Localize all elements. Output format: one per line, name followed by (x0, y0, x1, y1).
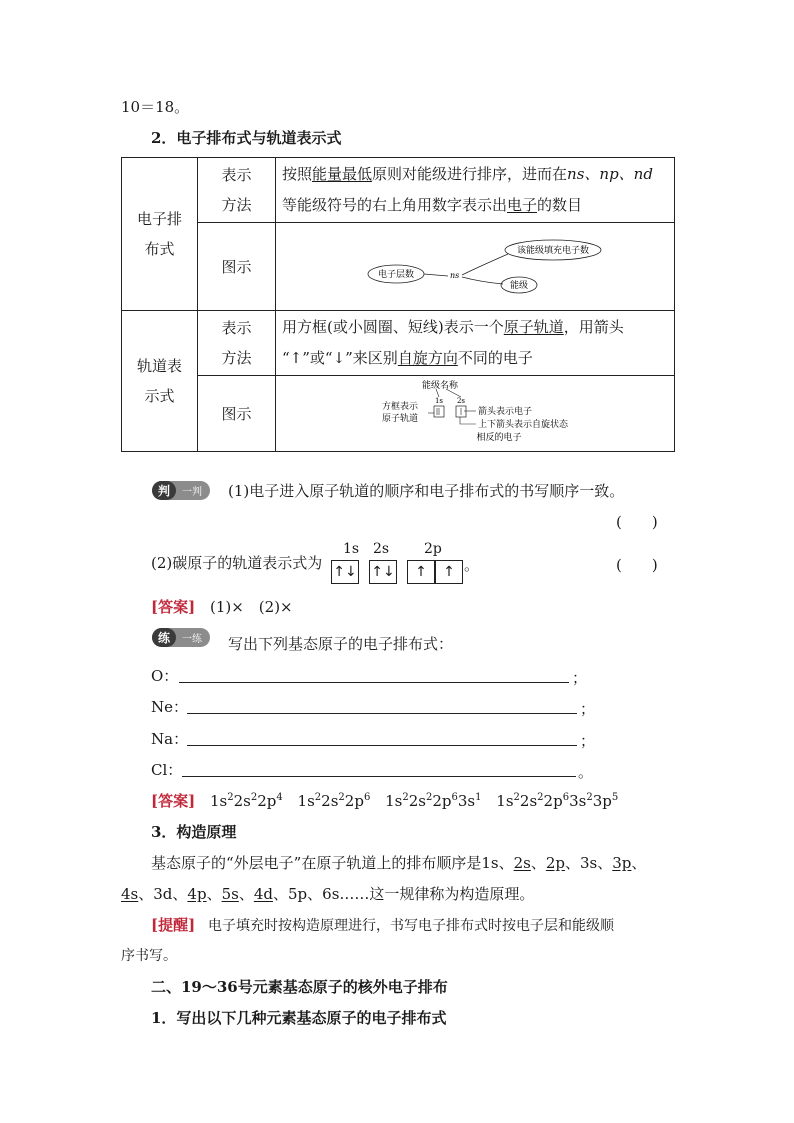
table-desc-cell (276, 311, 675, 376)
label-2s: 2s (456, 396, 466, 405)
sub-label: 图示 (221, 404, 252, 423)
label-layer: 电子层数 (377, 269, 415, 280)
practice-prompt: 写出下列基态原子的电子排布式： (228, 635, 454, 653)
orbital-arrows: ↑↓ (333, 564, 357, 580)
sub-label: 方法 (221, 349, 252, 367)
category-label: 轨道表 (136, 357, 182, 375)
orbital-arrows: ↑ (443, 564, 455, 580)
answer-label: [答案] (151, 792, 196, 810)
tip-label: [提醒] (151, 916, 196, 934)
para-text: 、 (631, 854, 647, 872)
blank-line[interactable] (187, 745, 577, 746)
blank-end: ； (580, 732, 596, 750)
table-sub-cell (198, 376, 276, 452)
orbital-box-2p-2 (435, 560, 463, 584)
table-sub-cell (198, 223, 276, 311)
answer-config: $1s^22s^22p^63s^1$ (385, 792, 482, 810)
practice-badge (152, 628, 210, 647)
table-desc-cell (276, 158, 675, 223)
text-line: 10＝18。 (121, 98, 190, 116)
para-text: 基态原子的“外层电子”在原子轨道上的排布顺序是1s、 (151, 854, 514, 872)
label-opposite: 相反的电子 (476, 432, 522, 443)
label-sublevel: 能级 (509, 280, 529, 291)
table-sub-cell (198, 311, 276, 376)
blank-end: ； (572, 669, 588, 687)
table-category-cell (122, 311, 198, 452)
category-label: 电子排 (136, 210, 182, 228)
question-2: (2)碳原子的轨道表示式为 (151, 554, 323, 572)
answer-config: $1s^22s^22p^6$ (297, 792, 371, 810)
badge-char: 判 (152, 481, 176, 500)
underlined-term: 4p (187, 885, 207, 903)
underlined-term: 4d (253, 885, 273, 903)
electron-config-figure (276, 223, 675, 311)
blank-end: 。 (578, 763, 594, 781)
judge-badge (152, 481, 210, 500)
table-sub-cell (198, 158, 276, 223)
para-text: 、 (238, 885, 254, 903)
blank-line[interactable] (179, 682, 569, 683)
para-text: 、3s、 (565, 854, 613, 872)
part-title: 二、19～36号元素基态原子的核外电子排布 (151, 978, 448, 996)
sub-label: 表示 (221, 166, 252, 184)
answer-label: [答案] (151, 598, 196, 616)
desc-text: ，用箭头 (563, 318, 624, 336)
desc-underlined: 能量最低 (312, 165, 373, 183)
desc-text: 的数目 (537, 196, 583, 214)
desc-text: 按照 (282, 165, 313, 183)
config-diagram-svg (276, 224, 674, 310)
label-box-desc: 原子轨道 (381, 413, 419, 424)
orbital-diagram-figure (276, 376, 675, 452)
answer-text: (1)× (2)× (209, 598, 293, 616)
practice-answer-row (151, 791, 618, 811)
tip-text: 序书写。 (121, 948, 177, 964)
question-1: (1)电子进入原子轨道的顺序和电子排布式的书写顺序一致。 (228, 482, 625, 500)
desc-text: 原则对能级进行排序，进而在 (372, 165, 568, 183)
sub-label: 图示 (221, 257, 252, 276)
blank-label: Ne： (151, 698, 189, 716)
label-level-name: 能级名称 (421, 380, 459, 391)
section-title: 3．构造原理 (151, 823, 237, 841)
label-box-desc: 方框表示 (381, 401, 419, 412)
orbital-arrows: ↑↓ (371, 564, 395, 580)
section-title: 2．电子排布式与轨道表示式 (151, 129, 342, 147)
label-electrons: 该能级填充电子数 (516, 245, 590, 256)
orbital-box-1s (331, 560, 359, 584)
orbital-label-2s: 2s (373, 541, 390, 557)
desc-underlined: 电子 (507, 196, 538, 214)
desc-underlined: 自旋方向 (397, 349, 458, 367)
underlined-term: 2s (513, 854, 531, 872)
label-1s: 1s (434, 396, 444, 405)
label-ns: ns (450, 270, 460, 280)
tip-text: 电子填充时按构造原理进行，书写电子排布式时按电子层和能级顺 (207, 918, 614, 934)
underlined-term: 5s (221, 885, 239, 903)
orbital-arrows: ↑ (415, 564, 427, 580)
comparison-table (121, 157, 675, 452)
underlined-term: 4s (121, 885, 139, 903)
answer-config: $1s^22s^22p^63s^23p^5$ (496, 792, 619, 810)
tip-line (151, 915, 614, 936)
orbital-box-2p-1 (407, 560, 435, 584)
category-label: 示式 (144, 387, 175, 405)
para-text: 、 (206, 885, 222, 903)
blank-line[interactable] (182, 776, 576, 777)
desc-text: 不同的电子 (457, 349, 533, 367)
desc-text: 等能级符号的右上角用数字表示出 (282, 196, 508, 214)
table-category-cell (122, 158, 198, 311)
para-text: 、3d、 (138, 885, 188, 903)
desc-text: 用方框(或小圆圈、短线)表示一个 (282, 318, 504, 336)
subsection-title: 1．写出以下几种元素基态原子的电子排布式 (151, 1009, 447, 1027)
label-arrow-electron: 箭头表示电子 (478, 406, 533, 417)
blank-end: ； (580, 700, 596, 718)
answer-paren: ( ) (616, 513, 658, 531)
paragraph-line (151, 853, 646, 873)
category-label: 布式 (144, 240, 175, 258)
desc-italic: ns、np、nd (567, 165, 653, 183)
blank-label: Na： (151, 730, 189, 748)
para-text: 、5p、6s……这一规律称为构造原理。 (273, 885, 535, 903)
blank-label: Cl： (151, 761, 183, 779)
badge-text: 一判 (182, 487, 202, 498)
sub-label: 表示 (221, 319, 252, 337)
underlined-term: 3p (612, 854, 632, 872)
blank-label: O： (151, 667, 179, 685)
sub-label: 方法 (221, 196, 252, 214)
answer-row (151, 597, 293, 617)
paragraph-line (121, 884, 534, 904)
underlined-term: 2p (545, 854, 566, 872)
para-text: 、 (530, 854, 546, 872)
answer-paren: ( ) (616, 556, 658, 574)
desc-underlined: 原子轨道 (503, 318, 564, 336)
orbital-diagram-svg (276, 377, 674, 451)
orbital-box-2s (369, 560, 397, 584)
label-spin: 上下箭头表示自旋状态 (478, 419, 569, 430)
badge-text: 一练 (182, 634, 202, 645)
badge-char: 练 (152, 628, 176, 647)
desc-text: “↑”或“↓”来区别 (282, 349, 398, 367)
question-2-end: 。 (464, 556, 480, 574)
orbital-label-1s: 1s (343, 541, 360, 557)
answer-config: $1s^22s^22p^4$ (209, 792, 283, 810)
orbital-label-2p: 2p (424, 541, 442, 557)
blank-line[interactable] (187, 713, 577, 714)
